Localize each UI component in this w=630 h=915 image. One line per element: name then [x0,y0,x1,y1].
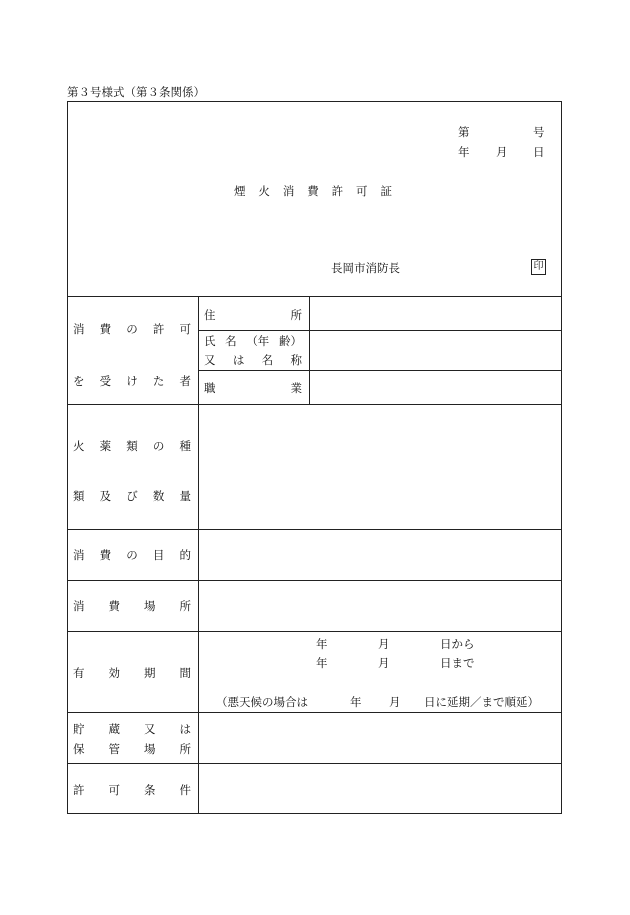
label-char: 消 [282,184,295,198]
divider [67,712,562,713]
label-char: 費 [307,184,319,198]
date-year: 年 [458,145,470,159]
label-char: 可 [108,783,120,797]
label-char: 保 [73,742,85,756]
label-char: 火 [73,439,85,453]
label-char: を [73,374,85,388]
label-char: 煙 [234,184,246,198]
label-char: 火 [258,184,270,198]
label-char: 住 [204,308,216,322]
label-char: け [126,374,138,388]
label-char: 費 [99,548,112,562]
label-char: は [232,353,245,367]
weather-note-month: 月 [389,695,401,709]
label-char: 又 [144,722,156,736]
label-char: 費 [99,322,112,336]
label-char: 受 [99,374,112,388]
conditions-label [73,782,191,798]
label-char: 消 [73,548,85,562]
name-age-label [204,333,302,349]
divider [67,631,562,632]
divider [309,296,310,404]
label-char: 名 [261,353,274,367]
explosive-label-2 [73,488,191,504]
label-char: 可 [179,322,191,336]
number-suffix: 号 [533,125,545,139]
label-char: 類 [73,489,85,503]
label-char: 費 [108,599,120,613]
label-char: 許 [73,783,85,797]
weather-note-suffix: 日に延期／まで順延） [424,695,539,709]
date-day: 日 [533,145,545,159]
label-char: の [126,322,138,336]
label-char: 所 [179,599,191,613]
label-char: 条 [144,783,156,797]
label-char: 所 [290,308,302,322]
label-char: び [126,489,138,503]
label-char: 件 [179,783,191,797]
label-char: 数 [152,489,165,503]
label-char: 可 [356,184,368,198]
label-char: 的 [179,548,191,562]
label-char: 及 [99,489,112,503]
label-char: 薬 [99,439,112,453]
seal-mark: 印 [531,259,546,275]
label-char: 場 [144,742,156,756]
validity-label [73,665,191,681]
label-char: 業 [290,381,302,395]
label-char: た [152,374,165,388]
label-char: 目 [152,548,165,562]
label-char: （年 [246,334,270,348]
label-char: 効 [108,666,120,680]
divider [67,296,562,297]
divider [198,330,562,331]
storage-label-2 [73,741,191,757]
validity-from-month: 月 [378,637,390,651]
divider [67,404,562,405]
label-char: 消 [73,599,85,613]
label-char: 種 [179,439,191,453]
label-char: の [152,439,165,453]
label-char: 場 [144,599,156,613]
validity-from-year: 年 [316,637,328,651]
divider [67,529,562,530]
label-char: 称 [290,353,302,367]
label-char: 氏 [204,334,216,348]
permit-holder-label-1 [73,321,191,337]
document-title [234,183,392,199]
location-label [73,598,191,614]
purpose-label [73,547,191,563]
label-char: 類 [126,439,138,453]
label-char: 所 [179,742,191,756]
weather-note-prefix: （悪天候の場合は [216,695,308,709]
label-char: 蔵 [108,722,120,736]
storage-label-1 [73,721,191,737]
divider [67,580,562,581]
label-char: 期 [144,666,156,680]
label-char: は [179,722,191,736]
explosive-label-1 [73,438,191,454]
label-char: 職 [204,381,216,395]
occupation-label [204,380,302,396]
label-char: 間 [179,666,191,680]
label-char: 証 [380,184,392,198]
validity-to-day: 日まで [440,656,475,670]
permit-holder-label-2 [73,373,191,389]
date-month: 月 [496,145,508,159]
issuer: 長岡市消防長 [331,261,400,275]
label-char: 者 [179,374,191,388]
label-char: 許 [331,184,344,198]
divider [67,763,562,764]
validity-to-year: 年 [316,656,328,670]
label-char: 管 [108,742,120,756]
label-char: 貯 [73,722,85,736]
label-char: 許 [152,322,165,336]
weather-note-year: 年 [350,695,362,709]
divider [198,296,199,814]
label-char: 消 [73,322,85,336]
divider [198,370,562,371]
label-char: 有 [73,666,85,680]
label-char: 量 [179,489,191,503]
number-prefix: 第 [458,125,470,139]
form-id: 第３号様式（第３条関係） [67,85,205,99]
address-label [204,307,302,323]
label-char: 齢） [278,334,302,348]
label-char: 又 [204,353,216,367]
label-char: の [126,548,138,562]
or-title-label [204,352,302,368]
label-char: 名 [225,334,237,348]
validity-to-month: 月 [378,656,390,670]
validity-from-day: 日から [440,637,475,651]
